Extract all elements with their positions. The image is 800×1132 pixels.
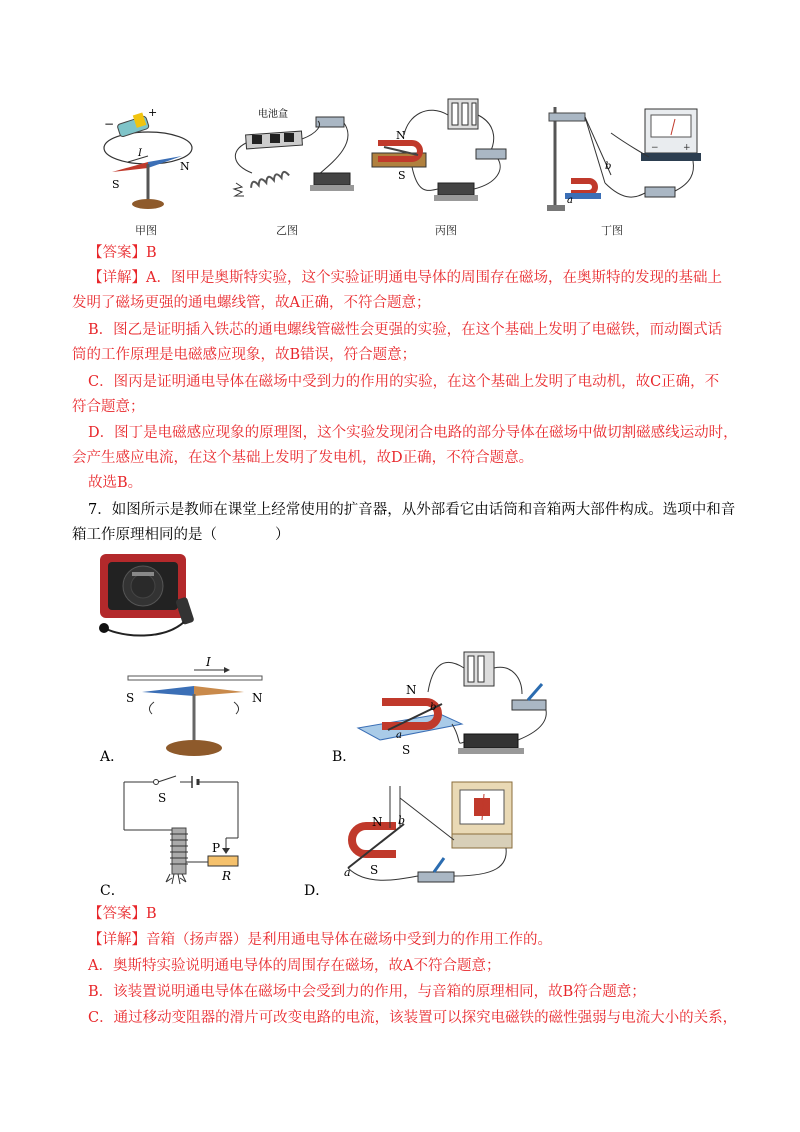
detail-1-line: 会产生感应电流，在这个基础上发明了发电机，故D正确，不符合题意。 [72, 450, 534, 466]
switch-icon [418, 872, 454, 882]
detail-1-line: B．图乙是证明插入铁芯的通电螺线管磁性会更强的实验，在这个基础上发明了电磁铁，而动圈式话 [88, 322, 723, 338]
option-c-figure [120, 774, 250, 892]
detail-2-line: A．奥斯特实验说明通电导体的周围存在磁场，故A不符合题意； [88, 958, 501, 974]
detail-1-line: C．图丙是证明通电导体在磁场中受到力的作用的实验，在这个基础上发明了电动机，故C正确，不 [88, 374, 720, 390]
detail-2-line: C．通过移动变阻器的滑片可改变电路的电流，该装置可以探究电磁铁的磁性强弱与电流大小的关系， [88, 1010, 738, 1026]
detail-1-line: 筒的工作原理是电磁感应现象，故B错误，符合题意； [72, 347, 417, 363]
bing-s-label: S [398, 169, 406, 182]
electromagnet-icon [170, 828, 188, 874]
coil-icon [250, 171, 290, 188]
option-d-figure [326, 776, 526, 892]
jia-current-label: I [138, 148, 142, 159]
detail-1-line: 发明了磁场更强的通电螺线管，故A正确，不符合题意； [72, 295, 431, 311]
caption-jia: 甲图 [135, 224, 157, 237]
option-b-figure [352, 648, 572, 764]
option-b-s-label: S [402, 743, 411, 757]
jia-minus-label: − [104, 117, 115, 131]
needle-blue [148, 156, 182, 168]
needle-red [112, 162, 148, 172]
detail-2-line: B．该装置说明通电导体在磁场中会受到力的作用，与音箱的原理相同，故B符合题意； [88, 984, 646, 1000]
figure-yi [222, 103, 362, 215]
detail-1-line: 故选B。 [88, 475, 143, 491]
rheostat-symbol-icon [208, 856, 238, 866]
ding-b-label: b [605, 161, 612, 172]
option-b-b-label: b [430, 702, 437, 713]
detail-2-text: 【详解】音箱（扬声器）是利用通电导体在磁场中受到力的作用工作的。 [88, 932, 552, 948]
question-7-line: 7．如图所示是教师在课堂上经常使用的扩音器，从外部看它由话筒和音箱两大部件构成。选项中和音 [88, 502, 736, 518]
battery-icon [117, 116, 150, 138]
question-7-line: 箱工作原理相同的是（ ） [72, 527, 290, 543]
option-d-label: D． [304, 883, 330, 899]
option-d-b-label: b [398, 814, 406, 827]
switch-icon [645, 187, 675, 197]
option-a-s-label: S [126, 691, 135, 705]
figure-ding [545, 103, 705, 215]
detail-1-line: 符合题意； [72, 399, 145, 415]
switch-icon [316, 117, 344, 127]
u-magnet-icon [352, 826, 396, 854]
yi-box-label: 电池盒 [258, 109, 288, 120]
bing-n-label: N [396, 129, 406, 142]
option-c-p-label: P [212, 841, 221, 855]
detail-2-line [88, 930, 728, 950]
switch-icon [512, 700, 546, 710]
ding-a-label: a [567, 195, 573, 206]
caption-yi: 乙图 [276, 224, 298, 237]
answer-2: 【答案】B [88, 906, 157, 922]
option-b-a-label: a [396, 730, 402, 741]
rheostat-icon [314, 173, 350, 185]
answer-1: 【答案】B [88, 245, 157, 261]
rheostat-icon [464, 734, 518, 748]
figure-bing [368, 95, 518, 215]
needle-orange [194, 686, 244, 696]
option-d-n-label: N [372, 815, 383, 829]
jia-n-label: N [180, 160, 190, 173]
loudspeaker-image [94, 548, 204, 640]
option-a-label: A． [100, 749, 125, 765]
jia-plus-label: + [148, 106, 158, 119]
option-d-s-label: S [370, 863, 379, 877]
option-c-r-label: R [222, 869, 232, 883]
rheostat-icon [438, 183, 474, 195]
option-b-n-label: N [406, 683, 417, 697]
caption-ding: 丁图 [601, 224, 623, 237]
u-magnet-icon [571, 181, 595, 193]
option-b-label: B． [332, 749, 357, 765]
detail-1-line: 【详解】A．图甲是奥斯特实验，这个实验证明通电导体的周围存在磁场，在奥斯特的发现的基础上 [88, 270, 722, 286]
svg-text:+: + [683, 143, 691, 153]
svg-text:−: − [651, 143, 659, 153]
switch-icon [476, 149, 506, 159]
jia-s-label: S [112, 178, 120, 191]
figure-jia [98, 100, 198, 218]
detail-1-line: D．图丁是电磁感应现象的原理图，这个实验发现闭合电路的部分导体在磁场中做切割磁感线运动时， [88, 425, 738, 441]
option-c-s-label: S [158, 791, 167, 805]
option-a-current-label: I [206, 655, 211, 669]
needle-blue [142, 686, 194, 696]
option-c-label: C． [100, 883, 125, 899]
option-d-a-label: a [344, 866, 351, 879]
option-a-n-label: N [252, 691, 263, 705]
caption-bing: 丙图 [435, 224, 457, 237]
option-a-figure [114, 652, 274, 762]
